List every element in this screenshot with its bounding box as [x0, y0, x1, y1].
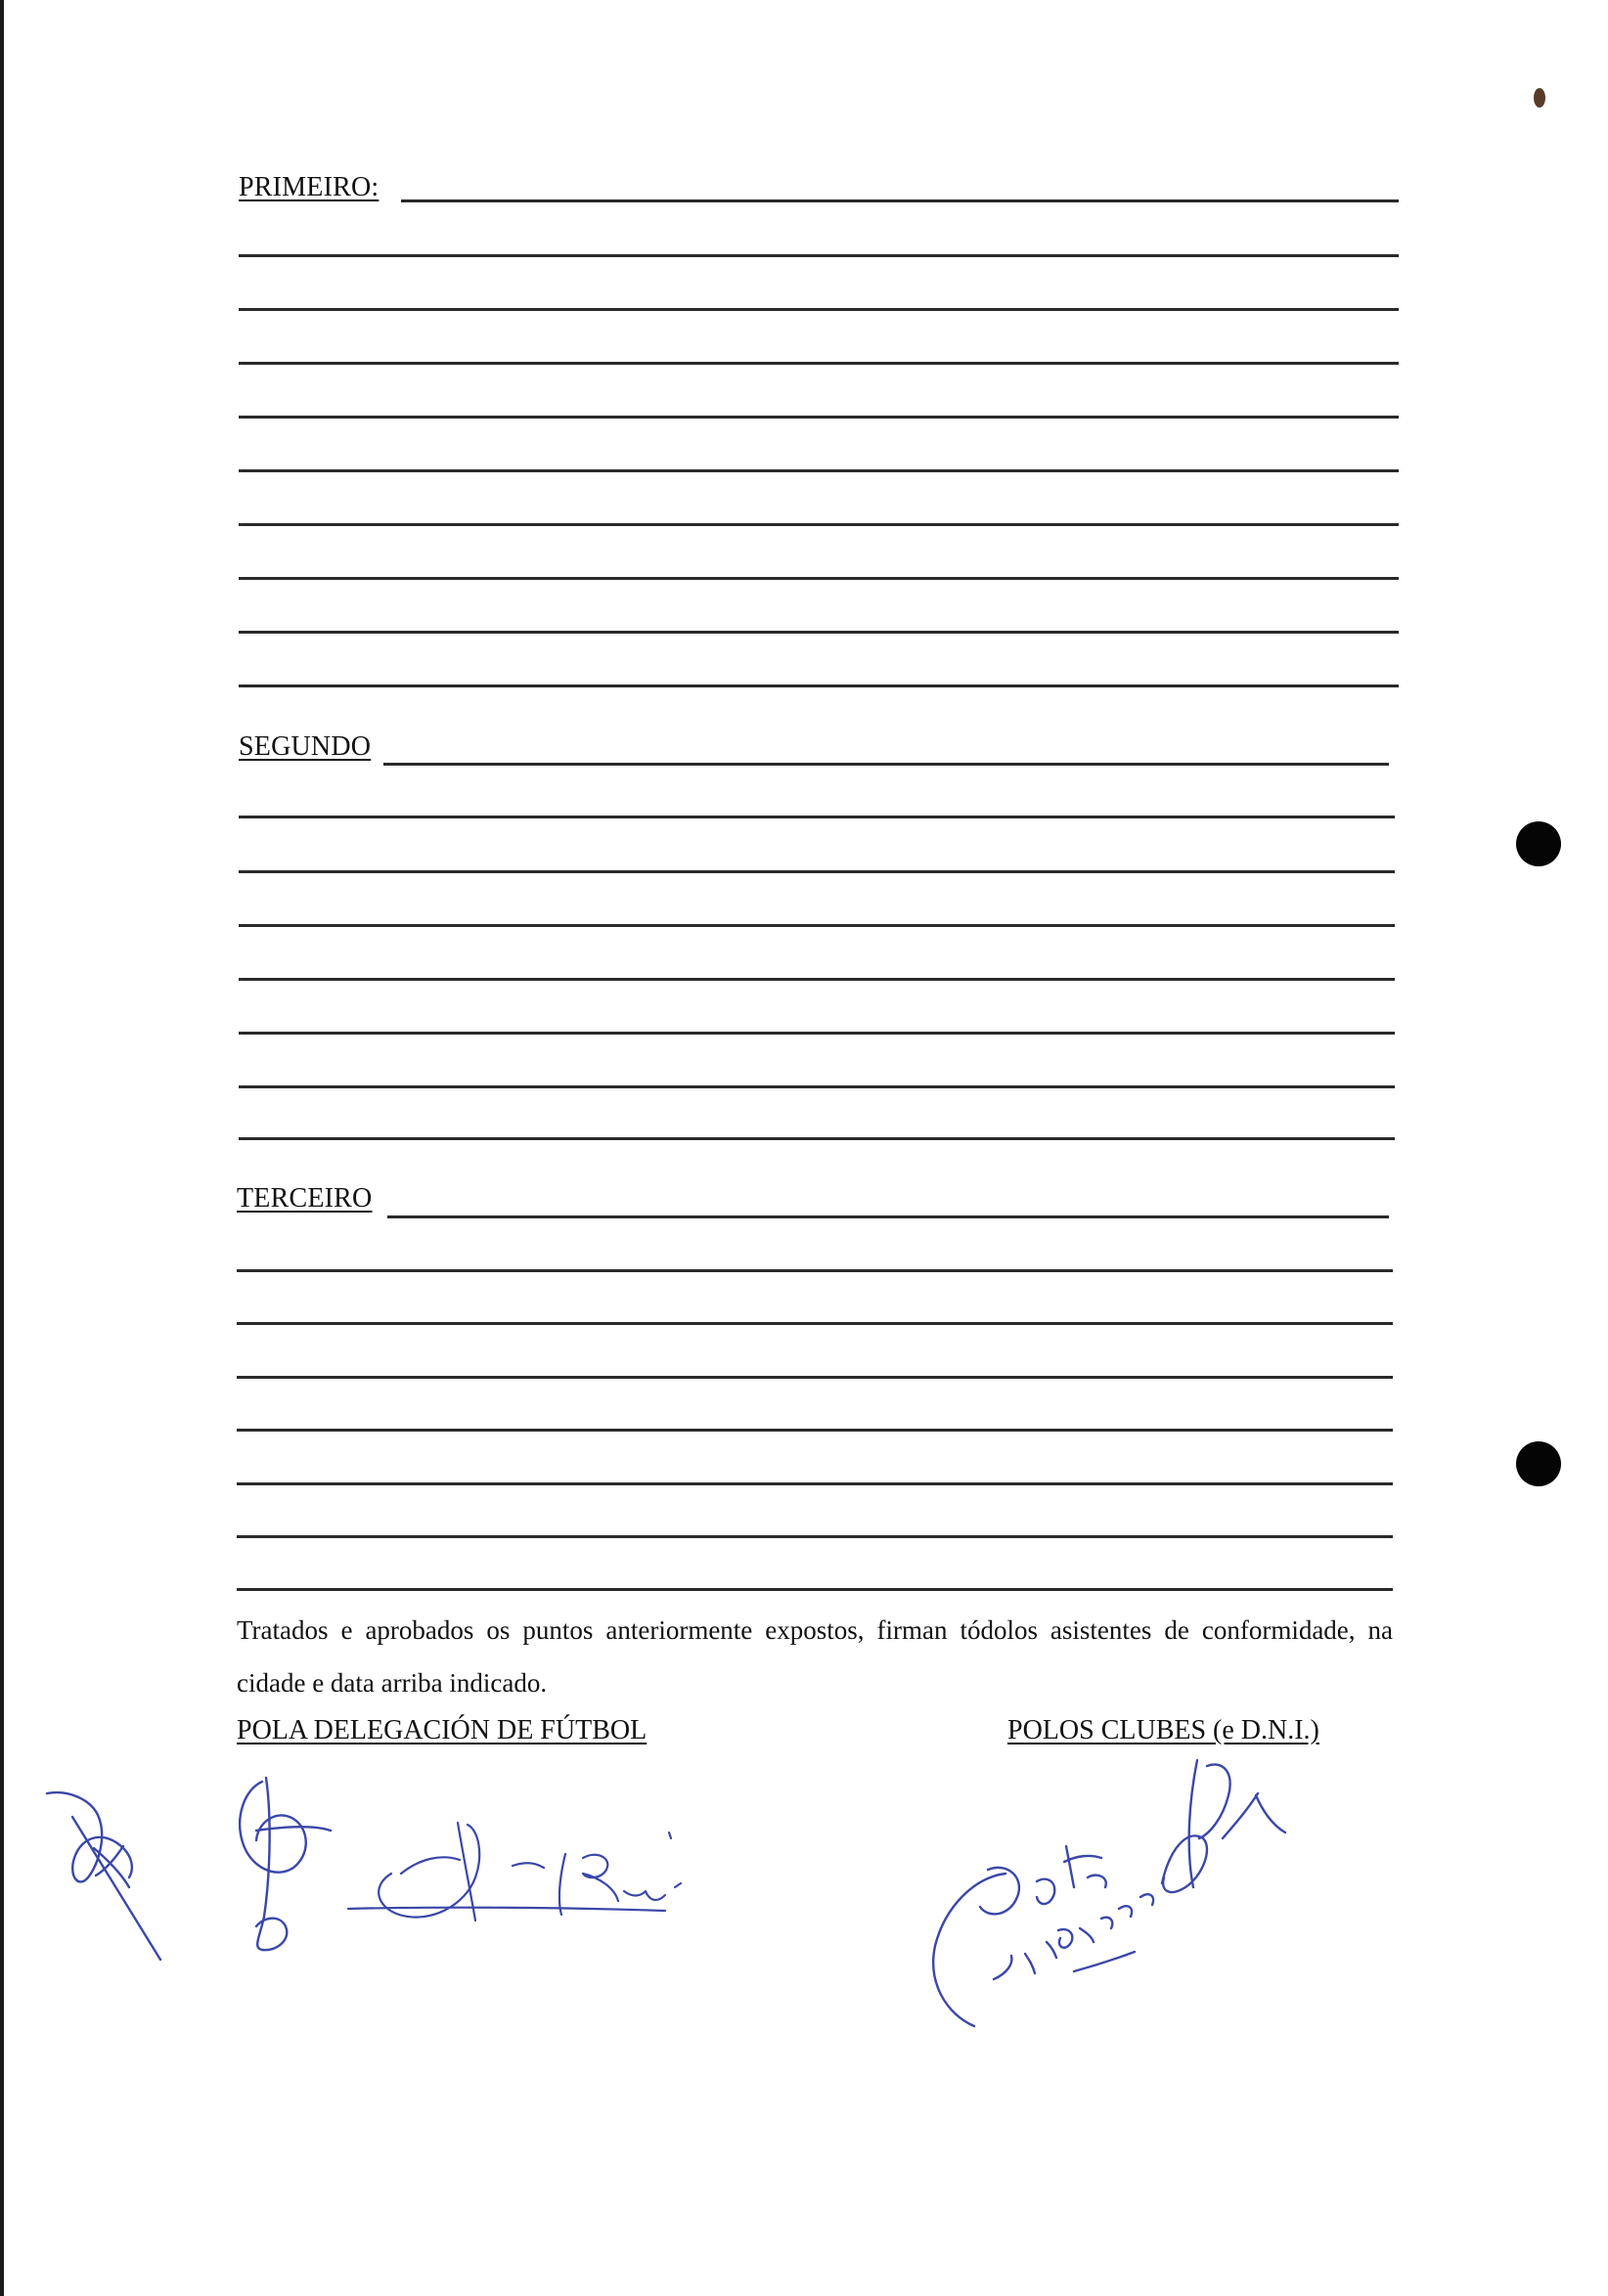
- signature-3: [348, 1823, 681, 1921]
- delegation-signature-label: POLA DELEGACIÓN DE FÚTBOL: [237, 1715, 648, 1745]
- section-label-primeiro: PRIMEIRO:: [239, 172, 380, 202]
- clubs-signature-label: POLOS CLUBES (e D.N.I.): [1007, 1715, 1319, 1745]
- section-label-terceiro: TERCEIRO: [237, 1183, 373, 1214]
- signature-4: [933, 1760, 1285, 2026]
- section-label-segundo: SEGUNDO: [239, 731, 372, 762]
- signature-2: [240, 1778, 331, 1950]
- signature-1: [47, 1792, 160, 1960]
- closing-statement: Tratados e aprobados os puntos anteriormente expostos, firman tódolos asistentes de conformidade, na cidade e data arriba indicado.: [237, 1615, 1393, 1698]
